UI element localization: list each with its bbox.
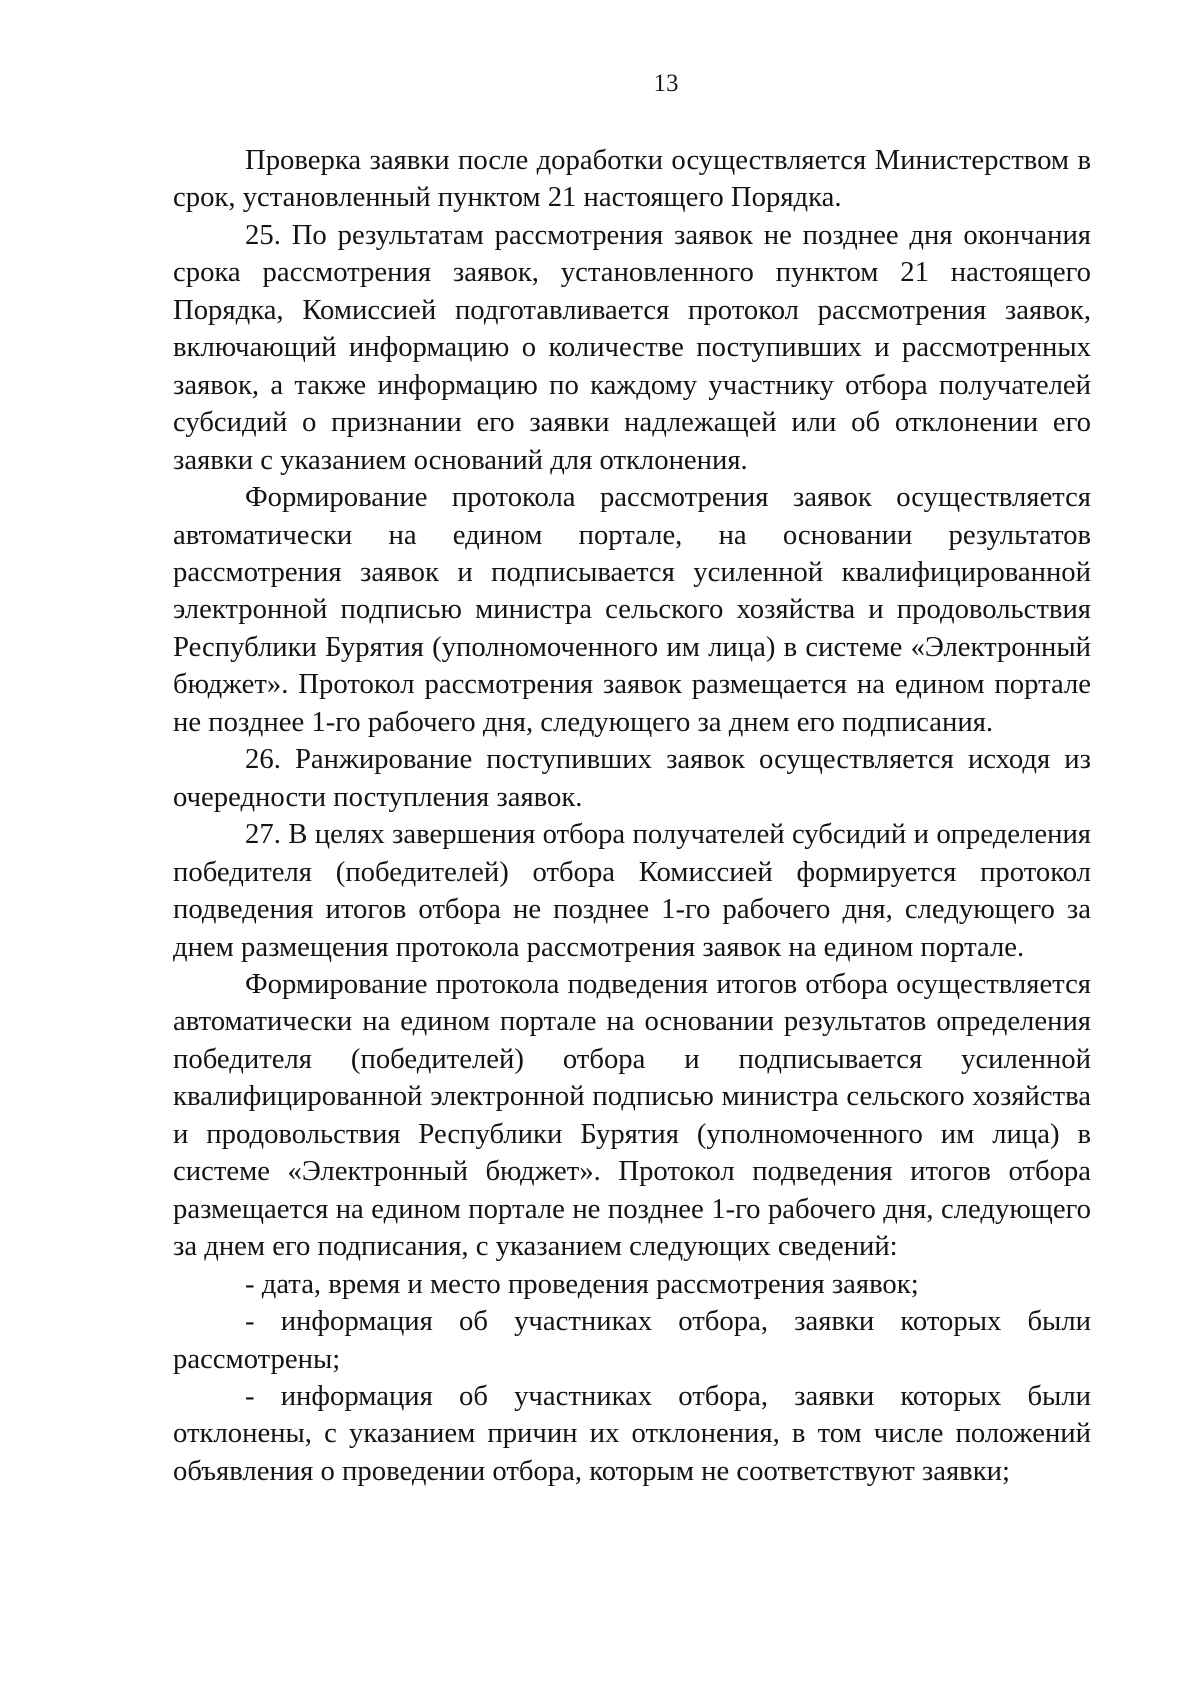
- page-number: 13: [653, 70, 679, 97]
- paragraph-item-27: 27. В целях завершения отбора получателей субсидий и определения победителя (победителей) отбора Комиссией формируется протокол подведения итогов отбора не позднее 1-го рабочего дня, следующего за днем размещения протокола рассмотрения заявок на едином портале.: [173, 818, 1091, 963]
- paragraph-results-protocol-formation: Формирование протокола подведения итогов отбора осуществляется автоматически на едином портале на основании результатов определения победителя (победителей) отбора и подписывается усиленной квалифицированной электронной подписью министра сельского хозяйства и продовольствия Республики Бурятия (уполномоченного им лица) в системе «Электронный бюджет». Протокол подведения итогов отбора размещается на едином портале не позднее 1-го рабочего дня, следующего за днем его подписания, с указанием следующих сведений:: [173, 967, 1091, 1263]
- list-item-reviewed-participants: - информация об участниках отбора, заявки которых были рассмотрены;: [173, 1305, 1091, 1375]
- paragraph-application-recheck: Проверка заявки после доработки осуществляется Министерством в срок, установленный пунктом 21 настоящего Порядка.: [173, 144, 1091, 214]
- document-body: [173, 142, 1091, 1490]
- paragraph-item-25: 25. По результатам рассмотрения заявок не позднее дня окончания срока рассмотрения заявок, установленного пунктом 21 настоящего Порядка, Комиссией подготавливается протокол рассмотрения заявок, включающий информацию о количестве поступивших и рассмотренных заявок, а также информацию по каждому участнику отбора получателей субсидий о признании его заявки надлежащей или об отклонении его заявки с указанием оснований для отклонения.: [173, 218, 1091, 476]
- list-item-date-time-place: - дата, время и место проведения рассмотрения заявок;: [245, 1267, 919, 1300]
- list-item-rejected-participants: - информация об участниках отбора, заявки которых были отклонены, с указанием причин их отклонения, в том числе положений объявления о проведении отбора, которым не соответствуют заявки;: [173, 1379, 1091, 1487]
- paragraph-item-26: 26. Ранжирование поступивших заявок осуществляется исходя из очередности поступления заявок.: [173, 743, 1091, 813]
- paragraph-review-protocol-formation: Формирование протокола рассмотрения заявок осуществляется автоматически на едином портале, на основании результатов рассмотрения заявок и подписывается усиленной квалифицированной электронной подписью министра сельского хозяйства и продовольствия Республики Бурятия (уполномоченного им лица) в системе «Электронный бюджет». Протокол рассмотрения заявок размещается на едином портале не позднее 1-го рабочего дня, следующего за днем его подписания.: [173, 481, 1091, 738]
